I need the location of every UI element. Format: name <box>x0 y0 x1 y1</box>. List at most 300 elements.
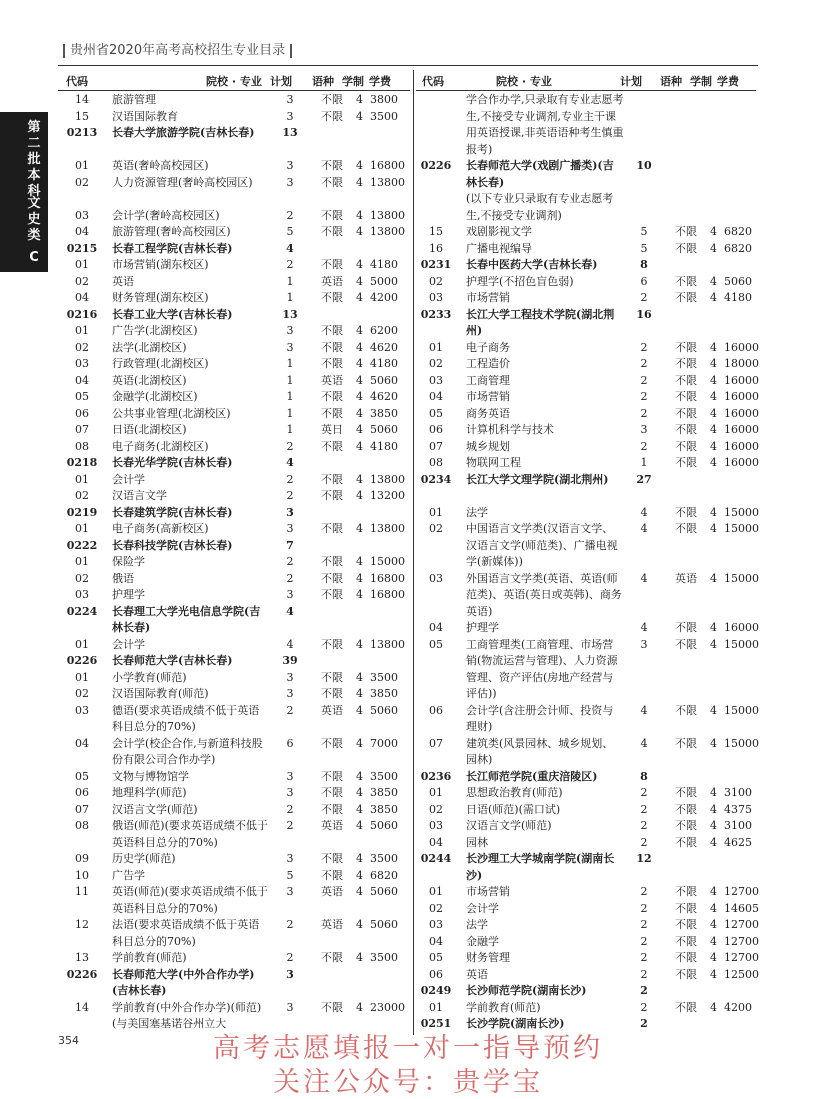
fee-cell: 18000 <box>724 357 759 370</box>
lang-cell: 不限 <box>321 159 343 172</box>
name-cell: 长沙师范学院(湖南长沙) <box>466 984 587 997</box>
fee-cell: 4180 <box>724 291 752 304</box>
name-cell: 市场营销 <box>466 291 510 304</box>
name-cell: 会计学 <box>112 472 145 486</box>
fee-cell: 6820 <box>724 241 752 255</box>
years-cell: 4 <box>356 274 363 288</box>
major-row <box>64 521 404 538</box>
lang-cell: 不限 <box>675 274 697 288</box>
plan-cell: 27 <box>636 472 652 486</box>
code-cell: 11 <box>75 885 89 898</box>
name-cell: 历史学(师范) <box>112 852 176 865</box>
code-cell: 08 <box>429 456 443 469</box>
name-cell: 财务管理(湖东校区) <box>112 291 209 304</box>
code-cell: 0222 <box>66 538 98 552</box>
years-cell: 4 <box>356 802 363 816</box>
lang-cell: 不限 <box>675 1000 697 1014</box>
name-cell: 会计学 <box>112 637 145 651</box>
plan-cell: 3 <box>286 852 294 865</box>
lang-cell: 不限 <box>321 93 343 106</box>
name-cell: 旅游管理(奢岭高校园区) <box>112 225 231 238</box>
header-name: 院校 · 专业 <box>496 75 552 88</box>
plan-cell: 2 <box>640 984 648 997</box>
lang-cell: 不限 <box>675 786 697 799</box>
major-row <box>64 587 404 604</box>
fee-cell: 16000 <box>724 340 759 354</box>
header-plan: 计划 <box>270 75 292 88</box>
lang-cell: 不限 <box>321 175 343 189</box>
major-row <box>418 241 758 258</box>
fee-cell: 5060 <box>370 423 398 436</box>
fee-cell: 13800 <box>370 637 405 651</box>
fee-cell: 3850 <box>370 406 398 420</box>
plan-cell: 4 <box>286 241 294 255</box>
name-cell: 长春师范大学(吉林长春) <box>112 654 233 667</box>
header-lang: 语种 <box>660 75 682 88</box>
watermark-line-1: 高考志愿填报一对一指导预约 <box>213 1033 603 1064</box>
years-cell: 4 <box>356 555 363 568</box>
code-cell: 03 <box>429 373 443 387</box>
institution-row <box>418 158 758 191</box>
name-cell: 广告学(北湖校区) <box>112 324 198 337</box>
lang-cell: 不限 <box>675 373 697 387</box>
code-cell: 0224 <box>66 604 98 618</box>
code-cell: 02 <box>429 802 443 816</box>
lang-cell: 英语 <box>321 373 343 387</box>
major-row <box>64 802 404 819</box>
years-cell: 4 <box>710 291 717 304</box>
name-cell: 汉语言文学 <box>112 489 167 502</box>
fee-cell: 13800 <box>370 225 405 238</box>
code-cell: 02 <box>429 901 443 915</box>
years-cell: 4 <box>710 274 717 288</box>
fee-cell: 12700 <box>724 934 759 948</box>
plan-cell: 2 <box>640 951 648 964</box>
fee-cell: 5060 <box>370 819 398 832</box>
institution-row <box>64 307 404 324</box>
code-cell: 03 <box>429 291 443 304</box>
name-cell: (以下专业只录取有专业志愿考生,不接受专业调剂) <box>466 192 614 222</box>
fee-cell: 4620 <box>370 340 398 354</box>
plan-cell: 3 <box>286 588 294 601</box>
code-cell: 0231 <box>420 258 452 271</box>
name-cell: 长春师范大学(中外合作办学)(吉林长春) <box>112 967 255 997</box>
fee-cell: 4200 <box>370 291 398 304</box>
plan-cell: 3 <box>286 1000 294 1014</box>
name-cell: 电子商务 <box>466 340 510 354</box>
code-cell: 02 <box>75 571 89 585</box>
years-cell: 4 <box>356 472 363 486</box>
plan-cell: 2 <box>286 258 294 271</box>
lang-cell: 不限 <box>675 736 697 750</box>
code-cell: 05 <box>429 951 443 964</box>
code-cell: 13 <box>75 951 89 964</box>
major-row <box>418 802 758 819</box>
years-cell: 4 <box>356 769 363 783</box>
plan-cell: 3 <box>286 109 294 123</box>
plan-cell: 10 <box>636 159 652 172</box>
code-cell: 01 <box>75 324 89 337</box>
code-cell: 15 <box>429 225 443 238</box>
code-cell: 04 <box>75 373 89 387</box>
years-cell: 4 <box>356 522 363 535</box>
institution-row <box>418 472 758 505</box>
name-cell: 地理科学(师范) <box>112 786 187 799</box>
column-divider <box>413 70 414 1035</box>
plan-cell: 2 <box>640 786 648 799</box>
code-cell: 04 <box>429 390 443 403</box>
lang-cell: 不限 <box>675 291 697 304</box>
fee-cell: 16000 <box>724 456 759 469</box>
plan-cell: 2 <box>640 1000 648 1014</box>
years-cell: 4 <box>356 1000 363 1014</box>
code-cell: 02 <box>429 522 443 535</box>
fee-cell: 15000 <box>724 637 759 651</box>
lang-cell: 不限 <box>675 901 697 915</box>
institution-row <box>64 505 404 522</box>
major-row <box>64 422 404 439</box>
years-cell: 4 <box>356 291 363 304</box>
major-row <box>418 967 758 984</box>
major-row <box>418 389 758 406</box>
lang-cell: 不限 <box>321 951 343 964</box>
lang-cell: 不限 <box>675 819 697 832</box>
institution-row <box>418 769 758 786</box>
header-years: 学制 <box>690 75 712 88</box>
plan-cell: 2 <box>286 472 294 486</box>
plan-cell: 2 <box>640 835 648 849</box>
major-row <box>418 934 758 951</box>
lang-cell: 不限 <box>675 885 697 898</box>
code-cell: 10 <box>75 868 89 882</box>
major-row <box>418 917 758 934</box>
fee-cell: 13800 <box>370 208 405 222</box>
institution-row <box>64 455 404 472</box>
fee-cell: 16000 <box>724 621 759 634</box>
fee-cell: 6820 <box>724 225 752 238</box>
plan-cell: 3 <box>640 637 648 651</box>
code-cell: 16 <box>429 241 443 255</box>
fee-cell: 4180 <box>370 258 398 271</box>
major-row <box>418 884 758 901</box>
plan-cell: 1 <box>286 373 294 387</box>
plan-cell: 3 <box>286 885 294 898</box>
fee-cell: 16000 <box>724 439 759 453</box>
major-row <box>64 109 404 126</box>
major-row <box>64 637 404 654</box>
running-header <box>58 40 297 62</box>
code-cell: 03 <box>429 571 443 585</box>
lang-cell: 英语 <box>321 703 343 717</box>
years-cell: 4 <box>356 208 363 222</box>
code-cell: 14 <box>75 93 89 106</box>
plan-cell: 2 <box>640 357 648 370</box>
major-row <box>64 917 404 950</box>
years-cell: 4 <box>356 687 363 700</box>
plan-cell: 4 <box>640 505 648 519</box>
plan-cell: 12 <box>636 852 652 865</box>
code-cell: 0244 <box>420 852 452 865</box>
code-cell: 08 <box>75 439 89 453</box>
plan-cell: 13 <box>282 307 298 321</box>
code-cell: 14 <box>75 1000 89 1014</box>
fee-cell: 15000 <box>724 703 759 717</box>
code-cell: 06 <box>429 967 443 981</box>
plan-cell: 5 <box>640 225 648 238</box>
years-cell: 4 <box>356 109 363 123</box>
years-cell: 4 <box>356 852 363 865</box>
code-cell: 02 <box>75 687 89 700</box>
lang-cell: 不限 <box>321 852 343 865</box>
lang-cell: 不限 <box>321 324 343 337</box>
fee-cell: 16000 <box>724 406 759 420</box>
major-row <box>64 785 404 802</box>
code-cell: 07 <box>429 439 443 453</box>
plan-cell: 3 <box>286 522 294 535</box>
name-cell: 外国语言文学类(英语、英语(师范类)、英语(英日或英韩)、商务英语) <box>466 571 622 618</box>
major-row <box>418 835 758 852</box>
section-tab <box>0 112 48 272</box>
major-row <box>418 439 758 456</box>
fee-cell: 15000 <box>724 736 759 750</box>
name-cell: 物联网工程 <box>466 456 521 469</box>
years-cell: 4 <box>356 324 363 337</box>
watermark-line-2: 关注公众号：贵学宝 <box>273 1067 543 1098</box>
lang-cell: 不限 <box>675 225 697 238</box>
plan-cell: 7 <box>286 538 294 552</box>
code-cell: 0218 <box>66 456 98 469</box>
name-cell: 会计学 <box>466 901 499 915</box>
years-cell: 4 <box>710 703 717 717</box>
major-row <box>64 950 404 967</box>
plan-cell: 2 <box>286 439 294 453</box>
name-cell: 学前教育(师范) <box>112 951 187 964</box>
lang-cell: 英日 <box>321 423 343 436</box>
plan-cell: 4 <box>286 604 294 618</box>
name-cell: 德语(要求英语成绩不低于英语科目总分的70%) <box>112 703 260 733</box>
name-cell: 汉语言文学(师范) <box>112 802 198 816</box>
plan-cell: 4 <box>640 703 648 717</box>
major-row <box>64 373 404 390</box>
code-cell: 01 <box>429 885 443 898</box>
lang-cell: 不限 <box>675 505 697 519</box>
fee-cell: 5060 <box>724 274 752 288</box>
code-cell: 08 <box>75 819 89 832</box>
name-cell: 工商管理类(工商管理、市场营销(物流运营与管理)、人力资源管理、资产评估(房地产经营与评估)) <box>466 637 618 700</box>
lang-cell: 英语 <box>321 274 343 288</box>
lang-cell: 不限 <box>675 703 697 717</box>
name-cell: 会计学(奢岭高校园区) <box>112 208 220 222</box>
plan-cell: 2 <box>640 1017 648 1030</box>
name-cell: 俄语(师范)(要求英语成绩不低于英语科目总分的70%) <box>112 819 268 849</box>
years-cell: 4 <box>710 967 717 981</box>
lang-cell: 不限 <box>321 736 343 750</box>
lang-cell: 不限 <box>321 406 343 420</box>
plan-cell: 2 <box>286 555 294 568</box>
code-cell: 01 <box>429 340 443 354</box>
plan-cell: 3 <box>286 687 294 700</box>
years-cell: 4 <box>356 489 363 502</box>
plan-cell: 16 <box>636 307 652 321</box>
name-cell: 长春科技学院(吉林长春) <box>112 538 233 552</box>
major-row <box>64 769 404 786</box>
lang-cell: 不限 <box>675 456 697 469</box>
plan-cell: 2 <box>286 571 294 585</box>
years-cell: 4 <box>710 225 717 238</box>
name-cell: 学前教育(师范) <box>466 1000 541 1014</box>
major-row <box>64 356 404 373</box>
name-cell: 法语(要求英语成绩不低于英语科目总分的70%) <box>112 918 260 948</box>
name-cell: 护理学 <box>112 588 145 601</box>
fee-cell: 4620 <box>370 390 398 403</box>
name-cell: 学合作办学,只录取有专业志愿考生,不接受专业调剂,专业主干课用英语授课,非英语语种考生慎重报考) <box>466 93 624 156</box>
lang-cell: 不限 <box>675 934 697 948</box>
years-cell: 4 <box>710 885 717 898</box>
lang-cell: 不限 <box>321 868 343 882</box>
header-bar-right <box>290 44 292 58</box>
name-cell: 汉语言文学(师范) <box>466 819 552 832</box>
plan-cell: 4 <box>640 571 648 585</box>
institution-row <box>64 241 404 258</box>
fee-cell: 6200 <box>370 324 398 337</box>
name-cell: 长春建筑学院(吉林长春) <box>112 505 233 519</box>
plan-cell: 5 <box>286 868 294 882</box>
major-row <box>418 340 758 357</box>
major-row <box>64 439 404 456</box>
fee-cell: 13800 <box>370 472 405 486</box>
lang-cell: 不限 <box>675 802 697 816</box>
name-cell: 英语(师范)(要求英语成绩不低于英语科目总分的70%) <box>112 885 268 915</box>
name-cell: 长沙学院(湖南长沙) <box>466 1017 565 1030</box>
plan-cell: 3 <box>286 967 294 981</box>
plan-cell: 2 <box>286 703 294 717</box>
fee-cell: 5060 <box>370 703 398 717</box>
code-cell: 0216 <box>66 307 98 321</box>
major-row <box>64 340 404 357</box>
code-cell: 02 <box>75 274 89 288</box>
header-years: 学制 <box>342 75 364 88</box>
years-cell: 4 <box>356 340 363 354</box>
plan-cell: 8 <box>640 258 648 271</box>
lang-cell: 不限 <box>321 769 343 783</box>
code-cell: 0233 <box>420 307 452 321</box>
fee-cell: 3500 <box>370 109 398 123</box>
plan-cell: 2 <box>640 819 648 832</box>
name-cell: 长春大学旅游学院(吉林长春) <box>112 126 255 139</box>
name-cell: 广播电视编导 <box>466 241 532 255</box>
name-cell: 财务管理 <box>466 951 510 964</box>
lang-cell: 不限 <box>321 786 343 799</box>
plan-cell: 2 <box>286 802 294 816</box>
left-column <box>64 92 404 1033</box>
name-cell: 英语 <box>466 967 488 981</box>
years-cell: 4 <box>710 736 717 750</box>
fee-cell: 13200 <box>370 489 405 502</box>
fee-cell: 16000 <box>724 423 759 436</box>
plan-cell: 13 <box>282 126 298 139</box>
years-cell: 4 <box>356 918 363 931</box>
name-cell: 长春师范大学(戏剧广播类)(吉林长春) <box>466 159 614 189</box>
fee-cell: 7000 <box>370 736 398 750</box>
code-cell: 01 <box>429 1000 443 1014</box>
name-cell: 长江大学工程技术学院(湖北荆州) <box>466 307 615 337</box>
major-row <box>418 422 758 439</box>
years-cell: 4 <box>356 868 363 882</box>
plan-cell: 1 <box>286 390 294 403</box>
name-cell: 俄语 <box>112 571 134 585</box>
years-cell: 4 <box>710 1000 717 1014</box>
code-cell: 05 <box>75 769 89 783</box>
plan-cell: 8 <box>640 769 648 783</box>
major-row <box>64 472 404 489</box>
code-cell: 0236 <box>420 769 452 783</box>
lang-cell: 不限 <box>675 967 697 981</box>
name-cell: 小学教育(师范) <box>112 670 187 684</box>
name-cell: 工程造价 <box>466 357 510 370</box>
name-cell: 日语(师范)(需口试) <box>466 802 561 816</box>
header-fee: 学费 <box>717 75 739 88</box>
name-cell: 金融学 <box>466 934 499 948</box>
plan-cell: 4 <box>640 621 648 634</box>
name-cell: 商务英语 <box>466 406 510 420</box>
years-cell: 4 <box>356 951 363 964</box>
plan-cell: 2 <box>286 951 294 964</box>
major-row <box>418 373 758 390</box>
code-cell: 03 <box>75 703 89 717</box>
fee-cell: 12700 <box>724 885 759 898</box>
code-cell: 0226 <box>420 159 452 172</box>
major-row <box>418 505 758 522</box>
lang-cell: 不限 <box>321 588 343 601</box>
lang-cell: 不限 <box>321 489 343 502</box>
name-cell: 长江大学文理学院(湖北荆州) <box>466 472 609 486</box>
header-bar-left <box>63 44 65 58</box>
fee-cell: 3500 <box>370 670 398 684</box>
header-plan: 计划 <box>620 75 642 88</box>
plan-cell: 2 <box>640 373 648 387</box>
fee-cell: 12500 <box>724 967 759 981</box>
name-cell: 会计学(校企合作,与新道科技股份有限公司合作办学) <box>112 736 263 766</box>
fee-cell: 4375 <box>724 802 752 816</box>
plan-cell: 1 <box>286 274 294 288</box>
code-cell: 05 <box>429 637 443 651</box>
code-cell: 04 <box>429 934 443 948</box>
name-cell: 长春理工大学光电信息学院(吉林长春) <box>112 604 261 634</box>
major-row <box>418 901 758 918</box>
years-cell: 4 <box>356 819 363 832</box>
plan-cell: 5 <box>640 241 648 255</box>
plan-cell: 2 <box>640 901 648 915</box>
code-cell: 01 <box>75 670 89 684</box>
plan-cell: 2 <box>286 489 294 502</box>
years-cell: 4 <box>710 637 717 651</box>
years-cell: 4 <box>356 703 363 717</box>
plan-cell: 2 <box>640 406 648 420</box>
lang-cell: 不限 <box>675 439 697 453</box>
major-row <box>418 571 758 621</box>
years-cell: 4 <box>710 571 717 585</box>
lang-cell: 不限 <box>675 918 697 931</box>
institution-row <box>64 967 404 1000</box>
plan-cell: 3 <box>286 786 294 799</box>
fee-cell: 3500 <box>370 769 398 783</box>
major-row <box>418 406 758 423</box>
years-cell: 4 <box>710 373 717 387</box>
plan-cell: 2 <box>286 208 294 222</box>
code-cell: 06 <box>75 786 89 799</box>
lang-cell: 不限 <box>321 1000 343 1014</box>
fee-cell: 13800 <box>370 522 405 535</box>
